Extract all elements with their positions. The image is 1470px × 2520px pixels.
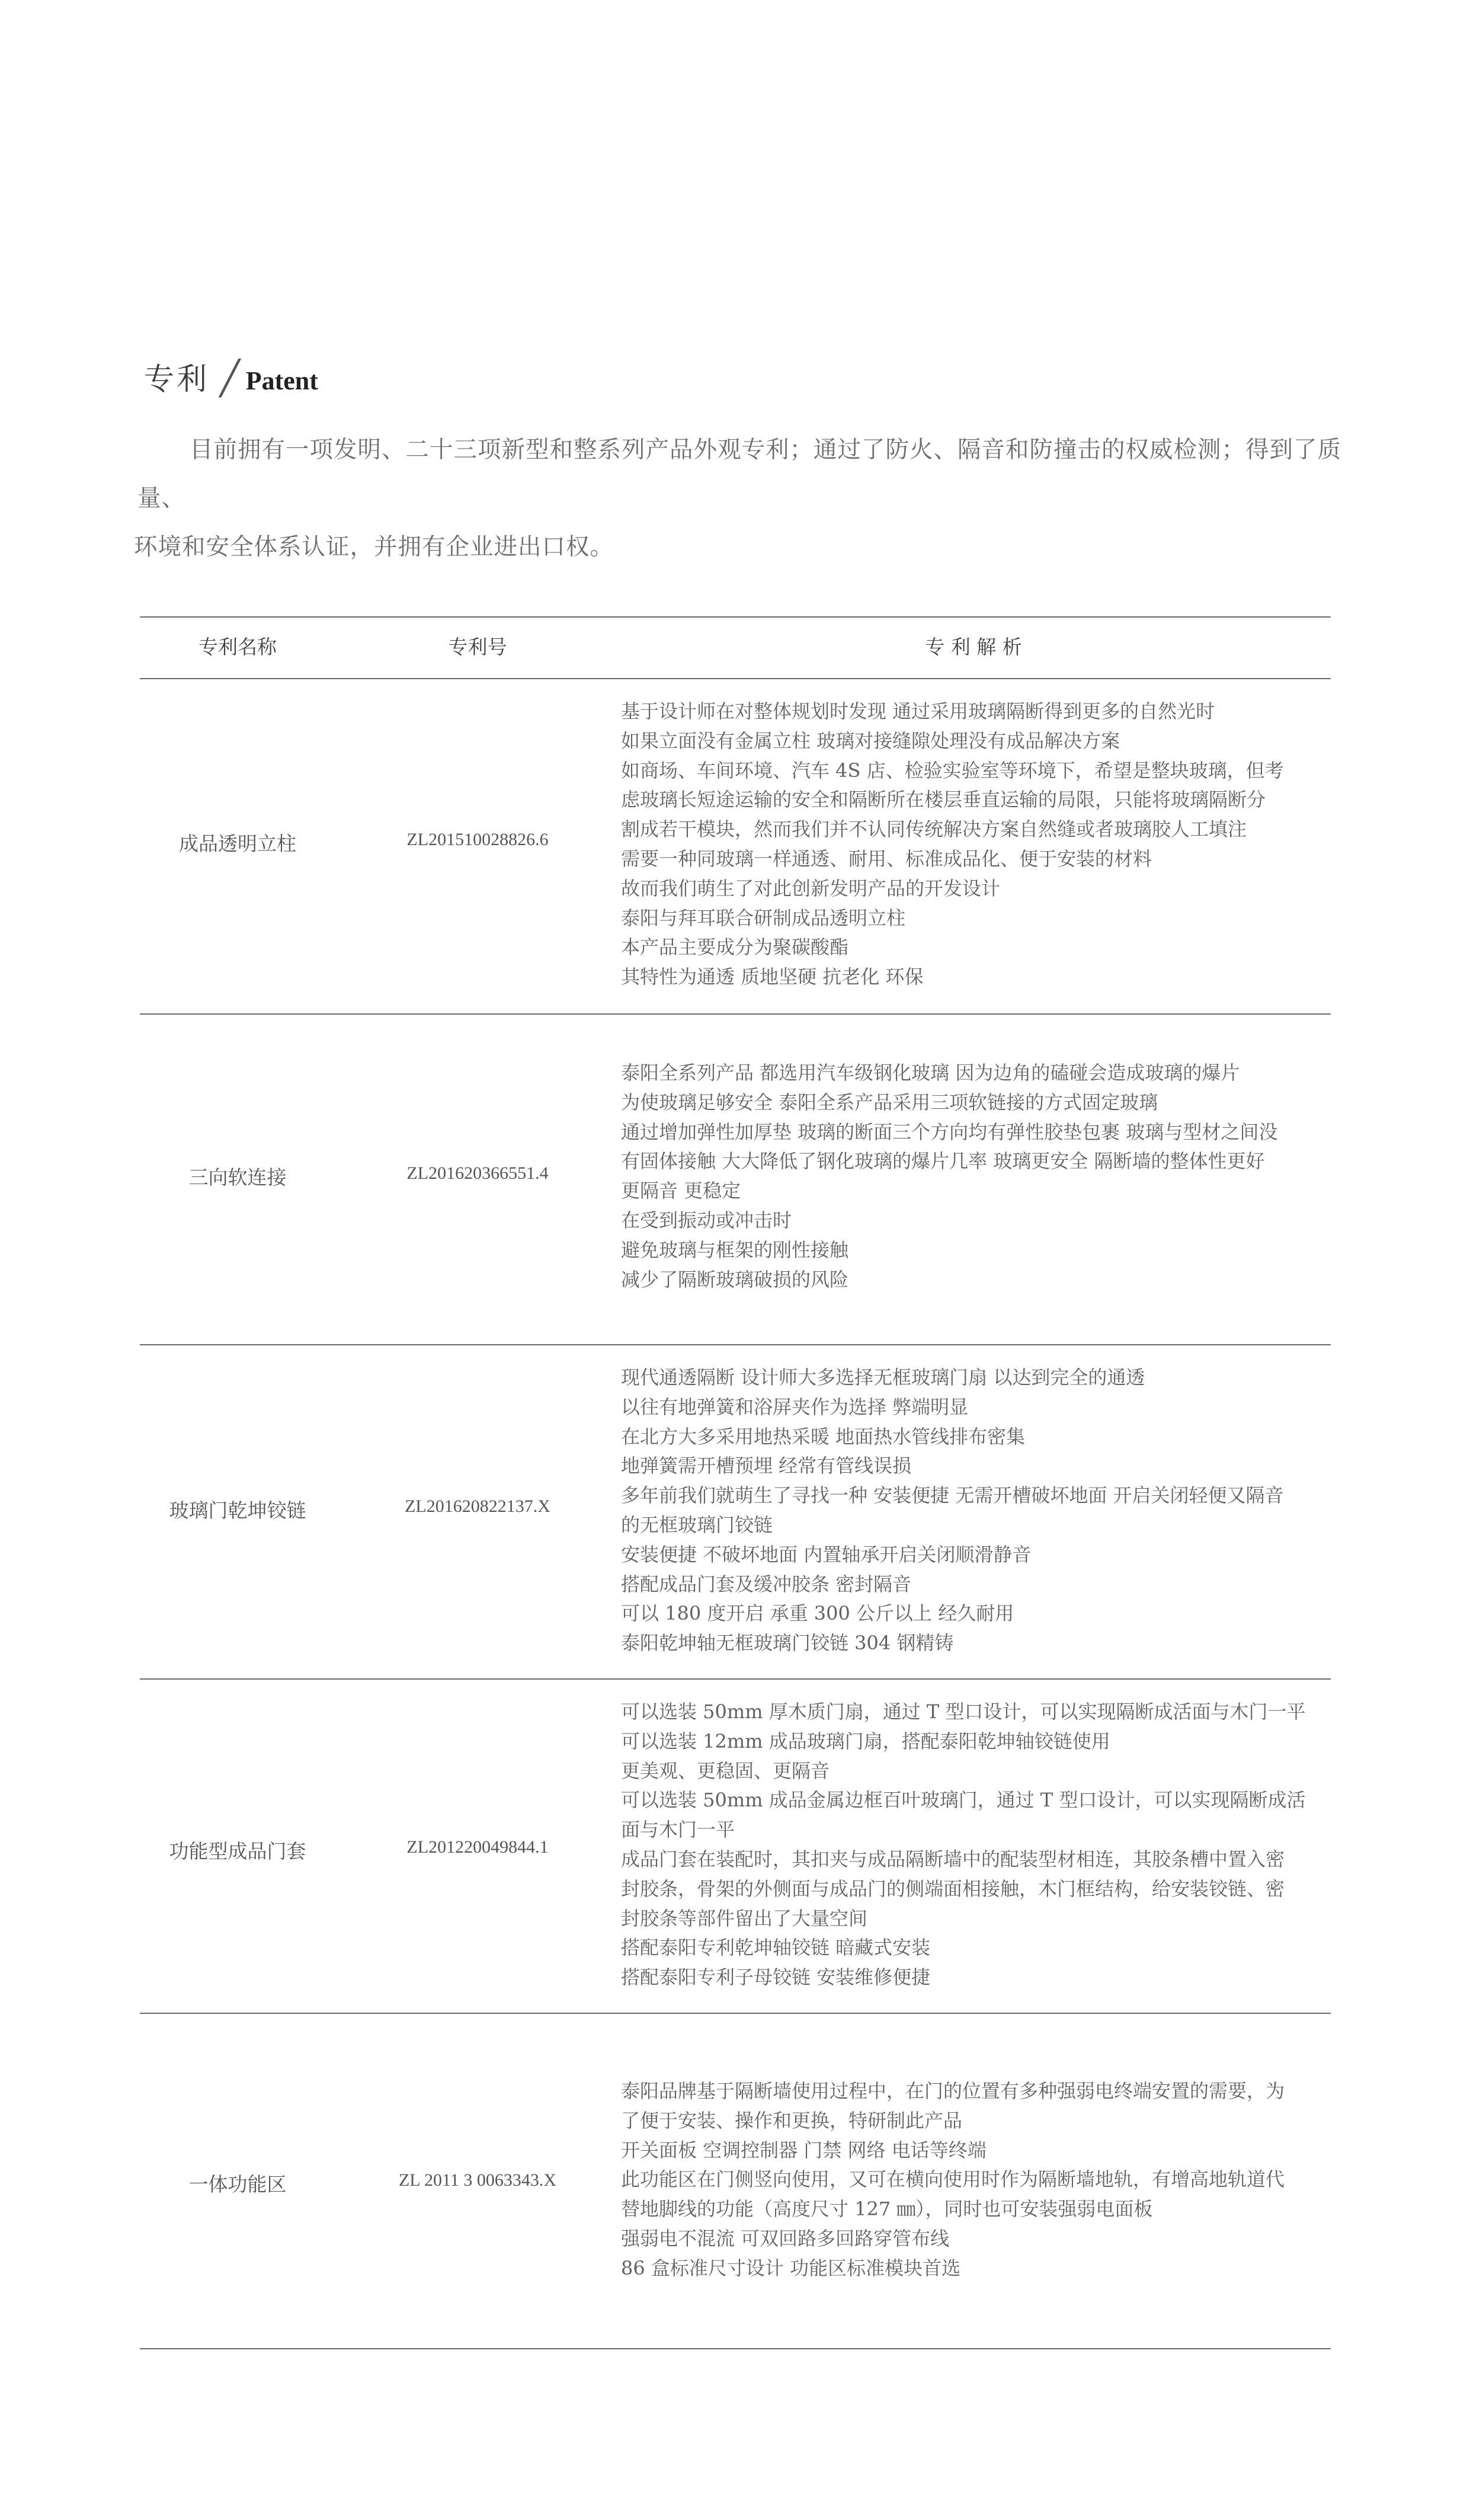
analysis-line: 面与木门一平 bbox=[621, 1818, 735, 1841]
row-1-rule bbox=[140, 1013, 1331, 1015]
row-3-name: 玻璃门乾坤铰链 bbox=[169, 1499, 306, 1522]
analysis-line: 地弹簧需开槽预埋 经常有管线误损 bbox=[621, 1454, 912, 1478]
intro-line-2: 环境和安全体系认证，并拥有企业进出口权。 bbox=[134, 533, 614, 561]
analysis-line: 了便于安装、操作和更换，特研制此产品 bbox=[621, 2109, 963, 2132]
intro-paragraph bbox=[134, 426, 1358, 571]
intro-line-1: 目前拥有一项发明、二十三项新型和整系列产品外观专利；通过了防火、隔音和防撞击的权威检测；得到了质量、 bbox=[137, 436, 1341, 512]
analysis-line: 本产品主要成分为聚碳酸酯 bbox=[621, 936, 849, 959]
header-patent-name: 专利名称 bbox=[198, 635, 277, 658]
analysis-line: 搭配泰阳专利乾坤轴铰链 暗藏式安装 bbox=[621, 1936, 931, 1959]
row-1-number: ZL201510028826.6 bbox=[406, 830, 549, 849]
analysis-line: 泰阳全系列产品 都选用汽车级钢化玻璃 因为边角的磕碰会造成玻璃的爆片 bbox=[621, 1061, 1240, 1084]
analysis-line: 可以选装 50mm 厚木质门扇，通过 T 型口设计，可以实现隔断成活面与木门一平 bbox=[621, 1700, 1306, 1723]
analysis-line: 多年前我们就萌生了寻找一种 安装便捷 无需开槽破坏地面 开启关闭轻便又隔音 bbox=[621, 1484, 1284, 1507]
analysis-line: 泰阳乾坤轴无框玻璃门铰链 304 钢精铸 bbox=[621, 1632, 954, 1655]
analysis-line: 避免玻璃与框架的刚性接触 bbox=[621, 1238, 849, 1261]
analysis-line: 如果立面没有金属立柱 玻璃对接缝隙处理没有成品解决方案 bbox=[621, 729, 1120, 752]
analysis-line: 安装便捷 不破坏地面 内置轴承开启关闭顺滑静音 bbox=[621, 1543, 1032, 1566]
analysis-line: 需要一种同玻璃一样通透、耐用、标准成品化、便于安装的材料 bbox=[621, 847, 1152, 870]
table-bottom-rule bbox=[140, 2348, 1331, 2349]
analysis-line: 在北方大多采用地热采暖 地面热水管线排布密集 bbox=[621, 1425, 1026, 1448]
section-title-en: Patent bbox=[245, 366, 318, 395]
analysis-line: 成品门套在装配时，其扣夹与成品隔断墙中的配装型材相连，其胶条槽中置入密 bbox=[621, 1847, 1285, 1870]
analysis-line: 为使玻璃足够安全 泰阳全系产品采用三项软链接的方式固定玻璃 bbox=[621, 1090, 1158, 1114]
section-title-cn: 专利 bbox=[144, 362, 210, 397]
analysis-line: 替地脚线的功能（高度尺寸 127 ㎜），同时也可安装强弱电面板 bbox=[621, 2198, 1153, 2221]
analysis-line: 更美观、更稳固、更隔音 bbox=[621, 1759, 830, 1782]
header-rule bbox=[140, 678, 1331, 679]
analysis-line: 故而我们萌生了对此创新发明产品的开发设计 bbox=[621, 877, 1001, 900]
analysis-line: 在受到振动或冲击时 bbox=[621, 1208, 792, 1232]
row-2-analysis bbox=[621, 1058, 1326, 1294]
analysis-line: 86 盒标准尺寸设计 功能区标准模块首选 bbox=[621, 2256, 961, 2279]
row-3-rule bbox=[140, 1678, 1331, 1680]
analysis-line: 搭配成品门套及缓冲胶条 密封隔音 bbox=[621, 1572, 912, 1595]
row-2-name: 三向软连接 bbox=[188, 1166, 287, 1189]
analysis-line: 开关面板 空调控制器 门禁 网络 电话等终端 bbox=[621, 2138, 987, 2161]
analysis-line: 虑玻璃长短途运输的安全和隔断所在楼层垂直运输的局限，只能将玻璃隔断分 bbox=[621, 788, 1266, 811]
row-5-name: 一体功能区 bbox=[188, 2173, 287, 2196]
row-4-analysis bbox=[621, 1697, 1326, 1993]
analysis-line: 此功能区在门侧竖向使用，又可在横向使用时作为隔断墙地轨，有增高地轨道代 bbox=[621, 2168, 1285, 2191]
analysis-line: 如商场、车间环境、汽车 4S 店、检验实验室等环境下，希望是整块玻璃，但考 bbox=[621, 759, 1284, 782]
row-4-name: 功能型成品门套 bbox=[169, 1840, 306, 1863]
analysis-line: 的无框玻璃门铰链 bbox=[621, 1513, 773, 1536]
row-1-analysis bbox=[621, 697, 1326, 992]
analysis-line: 封胶条等部件留出了大量空间 bbox=[621, 1907, 868, 1930]
analysis-line: 更隔音 更稳定 bbox=[621, 1179, 741, 1203]
row-2-number: ZL201620366551.4 bbox=[406, 1163, 549, 1183]
analysis-line: 有固体接触 大大降低了钢化玻璃的爆片几率 玻璃更安全 隔断墙的整体性更好 bbox=[621, 1150, 1265, 1173]
title-separator: ╱ bbox=[220, 359, 240, 398]
row-1-name: 成品透明立柱 bbox=[179, 832, 296, 855]
analysis-line: 泰阳与拜耳联合研制成品透明立柱 bbox=[621, 906, 906, 929]
analysis-line: 现代通透隔断 设计师大多选择无框玻璃门扇 以达到完全的通透 bbox=[621, 1366, 1145, 1389]
analysis-line: 封胶条，骨架的外侧面与成品门的侧端面相接触，木门框结构，给安装铰链、密 bbox=[621, 1877, 1285, 1900]
analysis-line: 可以选装 50mm 成品金属边框百叶玻璃门，通过 T 型口设计，可以实现隔断成活 bbox=[621, 1789, 1306, 1812]
header-patent-number: 专利号 bbox=[448, 635, 507, 658]
row-4-number: ZL201220049844.1 bbox=[406, 1837, 549, 1857]
analysis-line: 可以 180 度开启 承重 300 公斤以上 经久耐用 bbox=[621, 1602, 1014, 1625]
row-5-number: ZL 2011 3 0063343.X bbox=[398, 2170, 557, 2190]
analysis-line: 以往有地弹簧和浴屏夹作为选择 弊端明显 bbox=[621, 1395, 969, 1418]
row-3-number: ZL201620822137.X bbox=[405, 1496, 550, 1516]
analysis-line: 割成若干模块，然而我们并不认同传统解决方案自然缝或者玻璃胶人工填注 bbox=[621, 818, 1247, 841]
analysis-line: 泰阳品牌基于隔断墙使用过程中，在门的位置有多种强弱电终端安置的需要，为 bbox=[621, 2080, 1285, 2102]
analysis-line: 通过增加弹性加厚垫 玻璃的断面三个方向均有弹性胶垫包裹 玻璃与型材之间没 bbox=[621, 1120, 1278, 1143]
row-5-analysis bbox=[621, 2077, 1326, 2284]
analysis-line: 基于设计师在对整体规划时发现 通过采用玻璃隔断得到更多的自然光时 bbox=[621, 700, 1215, 722]
analysis-line: 强弱电不混流 可双回路多回路穿管布线 bbox=[621, 2227, 950, 2250]
analysis-line: 可以选装 12mm 成品玻璃门扇，搭配泰阳乾坤轴铰链使用 bbox=[621, 1729, 1110, 1753]
row-3-analysis bbox=[621, 1363, 1326, 1658]
section-heading bbox=[144, 354, 318, 398]
analysis-line: 减少了隔断玻璃破损的风险 bbox=[621, 1268, 849, 1291]
analysis-line: 搭配泰阳专利子母铰链 安装维修便捷 bbox=[621, 1966, 931, 1989]
row-2-rule bbox=[140, 1344, 1331, 1345]
header-patent-analysis: 专 利 解 析 bbox=[925, 635, 1022, 658]
analysis-line: 其特性为通透 质地坚硬 抗老化 环保 bbox=[621, 965, 924, 989]
row-4-rule bbox=[140, 2013, 1331, 2014]
